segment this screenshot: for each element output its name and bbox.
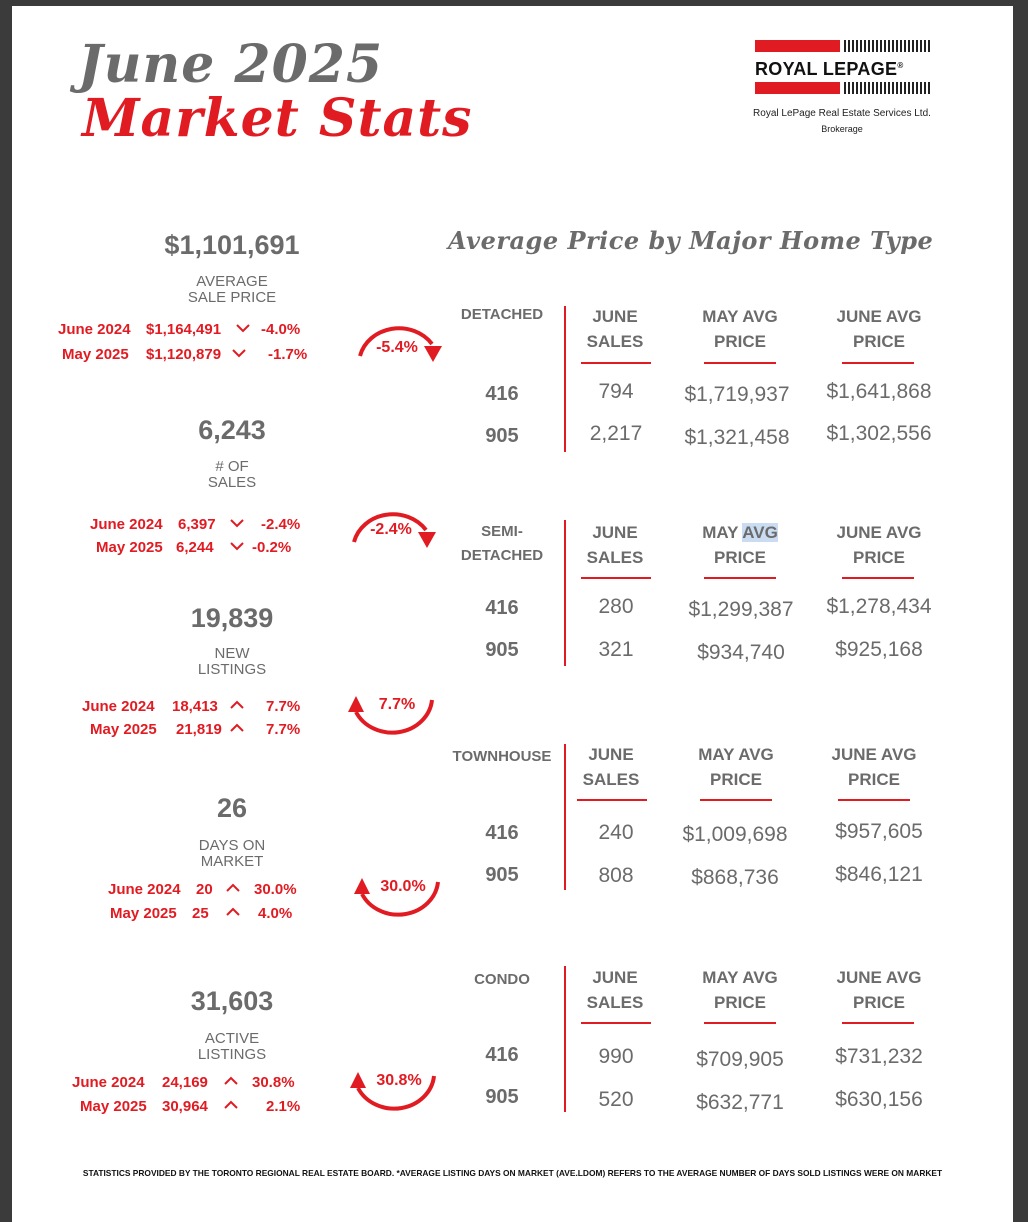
comparison-period: May 2025	[80, 1098, 147, 1115]
may-avg-price-value: $709,905	[696, 1048, 784, 1071]
region-416: 416	[485, 383, 519, 405]
headline-change: -5.4%	[376, 339, 418, 356]
region-905: 905	[485, 639, 519, 661]
header-underline	[577, 799, 647, 801]
footer-disclaimer: STATISTICS PROVIDED BY THE TORONTO REGIONAL REAL ESTATE BOARD. *AVERAGE LISTING DAYS ON MARKET (AVE.LDOM) REFERS TO THE AVERAGE NUMBER OF DAYS SOLD LISTINGS WERE ON MARKET	[82, 1168, 943, 1178]
stat-label-line2: SALE PRICE	[187, 289, 277, 306]
comparison-prior: 20	[196, 881, 213, 898]
chevron-up-icon	[226, 907, 240, 917]
curved-arrow-up-icon	[348, 1062, 448, 1124]
headline-change: 30.0%	[380, 878, 426, 895]
june-sales-value: 520	[598, 1088, 634, 1111]
comparison-change: 30.0%	[254, 881, 297, 898]
title-market-stats: Market Stats	[82, 88, 473, 149]
comparison-change: 4.0%	[258, 905, 293, 922]
chevron-up-icon	[226, 883, 240, 893]
stat-label-line2: LISTINGS	[197, 1046, 267, 1063]
headline-change: 7.7%	[378, 696, 416, 713]
stat-value-active-listings: 31,603	[190, 986, 274, 1016]
region-905: 905	[485, 425, 519, 447]
logo-brokerage: Brokerage	[821, 124, 863, 134]
may-avg-price-value: $632,771	[696, 1091, 784, 1114]
header-june-avg-price: JUNE AVG PRICE	[836, 523, 922, 567]
comparison-period: May 2025	[96, 539, 163, 556]
chevron-down-icon	[232, 348, 246, 358]
june-sales-value: 794	[598, 380, 634, 403]
home-type-townhouse: TOWNHOUSE	[452, 748, 552, 765]
royal-lepage-logo	[752, 40, 932, 140]
comparison-prior: $1,164,491	[146, 321, 222, 338]
headline-change: -2.4%	[370, 521, 412, 538]
comparison-change: -1.7%	[268, 346, 308, 363]
june-avg-price-value: $846,121	[835, 863, 923, 886]
logo-red-bar-bottom	[755, 82, 840, 94]
stat-label-line1: DAYS ON	[198, 837, 266, 854]
comparison-prior: 6,244	[176, 539, 214, 556]
stat-value-new-listings: 19,839	[190, 603, 274, 633]
region-416: 416	[485, 1044, 519, 1066]
comparison-period: May 2025	[62, 346, 129, 363]
may-avg-price-value: $934,740	[697, 641, 785, 664]
logo-barcode-bottom	[844, 82, 930, 94]
header-underline	[842, 577, 914, 579]
may-avg-price-value: $1,719,937	[684, 383, 790, 406]
comparison-change: 7.7%	[266, 698, 301, 715]
stat-value-sales: 6,243	[198, 415, 266, 445]
title-date: June 2025	[78, 34, 384, 95]
chevron-up-icon	[224, 1076, 238, 1086]
comparison-prior: 30,964	[162, 1098, 208, 1115]
curved-arrow-up-icon	[352, 868, 452, 930]
chevron-down-icon	[236, 323, 250, 333]
logo-red-bar	[755, 40, 840, 52]
comparison-change: 7.7%	[266, 721, 301, 738]
comparison-period: May 2025	[90, 721, 157, 738]
comparison-change: -4.0%	[261, 321, 301, 338]
comparison-period: June 2024	[82, 698, 155, 715]
comparison-change: -2.4%	[261, 516, 301, 533]
region-905: 905	[485, 864, 519, 886]
may-avg-price-value: $1,009,698	[682, 823, 788, 846]
comparison-change: 2.1%	[266, 1098, 301, 1115]
june-avg-price-value: $1,278,434	[826, 595, 932, 618]
header-june-sales: JUNE SALES	[586, 307, 644, 351]
comparison-change: -0.2%	[252, 539, 292, 556]
highlighted-text: AVG	[742, 523, 778, 542]
curved-arrow-down-icon	[354, 316, 454, 378]
comparison-period: June 2024	[90, 516, 163, 533]
logo-wordmark: ROYAL LEPAGE®	[755, 59, 904, 79]
june-avg-price-value: $630,156	[835, 1088, 923, 1111]
header-june-avg-price: JUNE AVG PRICE	[836, 307, 922, 351]
market-stats-page	[12, 6, 1013, 1222]
header-june-sales: JUNE SALES	[582, 745, 640, 789]
header-underline	[838, 799, 910, 801]
may-avg-price-value: $1,299,387	[688, 598, 794, 621]
header-underline	[704, 1022, 776, 1024]
june-avg-price-value: $731,232	[835, 1045, 923, 1068]
logo-barcode-top	[844, 40, 930, 52]
home-type-semi-detached: SEMI- DETACHED	[460, 523, 544, 564]
june-avg-price-value: $1,302,556	[826, 422, 932, 445]
header-june-sales: JUNE SALES	[586, 968, 644, 1012]
june-sales-value: 240	[598, 821, 634, 844]
region-416: 416	[485, 822, 519, 844]
header-underline	[581, 577, 651, 579]
chevron-down-icon	[230, 541, 244, 551]
june-avg-price-value: $957,605	[835, 820, 923, 843]
curved-arrow-down-icon	[348, 502, 448, 564]
stat-label-line1: # OF	[215, 458, 249, 475]
stat-label-line2: LISTINGS	[197, 661, 267, 678]
stat-label-line1: AVERAGE	[196, 273, 268, 290]
may-avg-price-value: $868,736	[691, 866, 779, 889]
header-underline	[704, 362, 776, 364]
comparison-prior: 25	[192, 905, 209, 922]
home-type-detached: DETACHED	[460, 306, 544, 323]
header-may-avg-price: MAY AVG PRICE	[702, 968, 778, 1012]
june-avg-price-value: $1,641,868	[826, 380, 932, 403]
header-may-avg-price: MAY AVG PRICE	[702, 307, 778, 351]
comparison-period: June 2024	[108, 881, 181, 898]
header-underline	[842, 362, 914, 364]
header-underline	[704, 577, 776, 579]
stat-label-line2: MARKET	[200, 853, 264, 870]
comparison-change: 30.8%	[252, 1074, 295, 1091]
comparison-period: June 2024	[58, 321, 131, 338]
june-sales-value: 2,217	[589, 422, 643, 445]
region-905: 905	[485, 1086, 519, 1108]
header-may-avg-price: MAY AVG PRICE	[698, 745, 774, 789]
comparison-period: June 2024	[72, 1074, 145, 1091]
headline-change: 30.8%	[376, 1072, 422, 1089]
section-title: Average Price by Major Home Type	[448, 226, 934, 255]
stat-label-line2: SALES	[207, 474, 257, 491]
header-june-avg-price: JUNE AVG PRICE	[836, 968, 922, 1012]
june-sales-value: 990	[598, 1045, 634, 1068]
home-type-condo: CONDO	[474, 971, 530, 988]
header-may-avg-price: MAY AVG PRICE	[702, 523, 778, 567]
chevron-up-icon	[224, 1100, 238, 1110]
stat-value-days-on-market: 26	[216, 793, 248, 823]
june-sales-value: 321	[598, 638, 634, 661]
comparison-prior: 18,413	[172, 698, 218, 715]
header-underline	[700, 799, 772, 801]
comparison-prior: 21,819	[176, 721, 222, 738]
comparison-period: May 2025	[110, 905, 177, 922]
stat-label-line1: NEW	[214, 645, 250, 662]
chevron-down-icon	[230, 518, 244, 528]
comparison-prior: 24,169	[162, 1074, 208, 1091]
header-underline	[581, 362, 651, 364]
region-416: 416	[485, 597, 519, 619]
header-underline	[842, 1022, 914, 1024]
logo-company: Royal LePage Real Estate Services Ltd.	[753, 108, 931, 119]
comparison-prior: 6,397	[178, 516, 216, 533]
june-avg-price-value: $925,168	[835, 638, 923, 661]
comparison-prior: $1,120,879	[146, 346, 222, 363]
chevron-up-icon	[230, 700, 244, 710]
stat-value-avg-price: $1,101,691	[164, 230, 300, 260]
stat-label-line1: ACTIVE	[204, 1030, 260, 1047]
june-sales-value: 808	[598, 864, 634, 887]
chevron-up-icon	[230, 723, 244, 733]
curved-arrow-up-icon	[346, 686, 446, 748]
june-sales-value: 280	[598, 595, 634, 618]
may-avg-price-value: $1,321,458	[684, 426, 790, 449]
header-underline	[581, 1022, 651, 1024]
header-june-sales: JUNE SALES	[586, 523, 644, 567]
header-june-avg-price: JUNE AVG PRICE	[831, 745, 917, 789]
